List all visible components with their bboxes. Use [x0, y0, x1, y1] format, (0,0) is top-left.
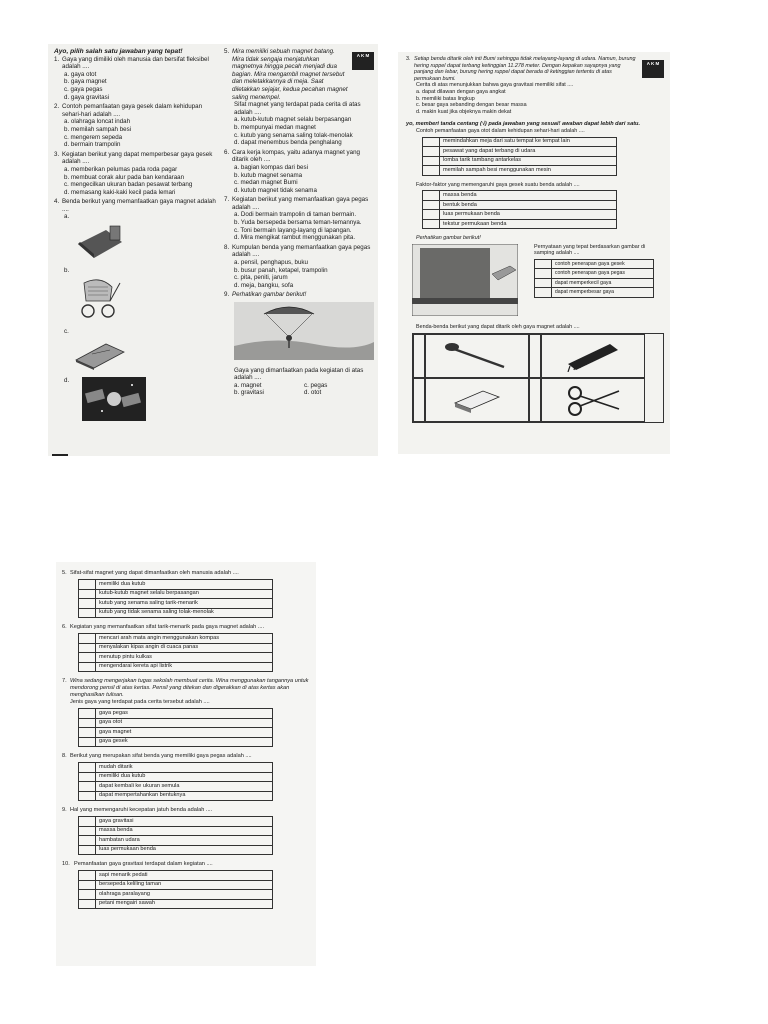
answer-checkbox[interactable] — [79, 599, 96, 609]
q8-option-c[interactable]: c. pita, peniti, jarum — [234, 274, 288, 282]
question-7-text: Kegiatan berikut yang memanfaatkan gaya pegas adalah .... — [232, 196, 369, 211]
answer-checkbox[interactable] — [79, 709, 96, 719]
p2-table-1 — [422, 137, 617, 176]
table-row — [79, 737, 273, 747]
p3-table-7 — [78, 708, 273, 747]
question-p3-6-text: Kegiatan yang memanfaatkan sifat tarik-menarik pada gaya magnet adalah .... — [70, 624, 265, 630]
eraser-image — [425, 378, 529, 422]
q3-option-a[interactable]: a. memberikan pelumas pada roda pagar — [64, 165, 178, 173]
q5-option-b[interactable]: b. mempunyai medan magnet — [234, 123, 316, 131]
akm-badge-2: A K M — [642, 60, 664, 78]
table-row — [79, 589, 273, 599]
row-text: hambatan udara — [96, 836, 273, 846]
row-text: tekstur permukaan benda — [440, 219, 617, 229]
question-p3-6: 6. Kegiatan yang memanfaatkan sifat tarik-menarik pada gaya magnet adalah .... — [62, 624, 265, 630]
answer-checkbox[interactable] — [535, 269, 552, 279]
q9-option-b[interactable]: b. gravitasi — [234, 389, 264, 397]
question-2: 2. Contoh pemanfaatan gaya gesek dalam kehidupan sehari-hari adalah .... — [54, 103, 222, 118]
p2-table-3-question: Pernyataan yang tepat berdasarkan gambar di samping adalah .... — [534, 243, 646, 257]
question-p3-8: 8. Berikut yang merupakan sifat benda yang memiliki gaya pegas adalah .... — [62, 753, 252, 759]
q9-option-d[interactable]: d. otot — [304, 389, 322, 397]
akm-badge: A K M — [352, 52, 374, 70]
p2-table-3 — [534, 259, 654, 298]
answer-checkbox[interactable] — [423, 166, 440, 176]
q7-option-d[interactable]: d. Mira mengikat rambut menggunakan pita. — [234, 234, 356, 242]
nail-image — [425, 334, 529, 378]
q6-option-b[interactable]: b. kutub magnet senama — [234, 171, 303, 179]
table-row — [79, 728, 273, 738]
page3-column — [62, 570, 312, 915]
q3-option-c[interactable]: c. mengecilkan ukuran badan pesawat terbang — [64, 181, 193, 189]
row-text: sapi menarik pedati — [96, 871, 273, 881]
answer-checkbox[interactable] — [79, 817, 96, 827]
row-text: kutub yang senama saling tarik-menarik — [96, 599, 273, 609]
checkbox-instruction: yo, memberi tanda centang (√) pada jawaban yang sesuai! awaban dapat lebih dari satu. — [406, 121, 641, 128]
q6-option-a[interactable]: a. bagian kompas dari besi — [234, 163, 308, 171]
answer-checkbox[interactable] — [79, 836, 96, 846]
question-4: 4. Benda berikut yang memanfaatkan gaya magnet adalah .... — [54, 198, 222, 213]
row-text: memilah sampah besi menggunakan mesin — [440, 166, 617, 176]
table-row — [79, 608, 273, 618]
p2-magnet-objects-grid — [412, 333, 664, 423]
table-row — [423, 137, 617, 147]
row-text: luas permukaan benda — [96, 845, 273, 855]
q3-option-d[interactable]: d. memasang kaki-kaki kecil pada lemari — [64, 188, 176, 196]
q5-option-c[interactable]: c. kutub yang senama saling tolak-menolak — [234, 131, 353, 139]
table-row — [79, 880, 273, 890]
row-text: massa benda — [440, 191, 617, 201]
q2-option-d[interactable]: d. bermain trampolin — [64, 141, 121, 149]
q8-option-b[interactable]: b. busur panah, ketapel, trampolin — [234, 266, 328, 274]
row-text: contoh penerapan gaya gesek — [551, 259, 653, 269]
worksheet-page-3 — [56, 562, 316, 966]
question-p3-7: 7. Wina sedang mengerjakan tugas sekolah membuat cerita. Wina menggunakan tangannya untuk mendorong pensil di atas kertas. Pensil yang ditekan dan digerakkan di atas kertas akan menghasilkan tulisan. — [62, 678, 312, 699]
row-text: mengendarai kereta api listrik — [96, 662, 273, 672]
question-5-story: Mira memiliki sebuah magnet batang. Mira tidak sengaja menjatuhkan magnetnya hingga pecah menjadi dua bagian. Mira mengambil magnet tersebut dan meletakkannya di meja. Saat diletakkan sejajar, kedua pecahan magnet saling menempel. — [232, 48, 348, 101]
question-p3-5: 5. Sifat-sifat magnet yang dapat dimanfaatkan oleh manusia adalah .... — [62, 570, 239, 576]
magnetic-wallet-image — [70, 224, 222, 263]
answer-checkbox[interactable] — [529, 334, 541, 378]
p2q3-option-c[interactable]: c. besar gaya sebanding dengan besar massa — [416, 102, 527, 109]
answer-checkbox[interactable] — [79, 871, 96, 881]
table-row — [79, 899, 273, 909]
table-row — [423, 210, 617, 220]
p2-table-3-block — [534, 244, 654, 319]
answer-checkbox[interactable] — [79, 880, 96, 890]
answer-checkbox[interactable] — [535, 278, 552, 288]
question-p2-3-story: Setiap benda ditarik oleh inti Bumi sehingga tidak melayang-layang di udara. Namun, burung hering ruppel dapat terbang ketinggian 11.278 meter. Dengan kepakan sayapnya yang panjang dan lebar, burung hering ruppel dapat berada di ketinggian tertentu di atas permukaan bumi. — [414, 56, 636, 82]
question-1-text: Gaya yang dimiliki oleh manusia dan bersifat fleksibel adalah .... — [62, 55, 209, 71]
p2-table-4-question: Benda-benda berikut yang dapat ditarik oleh gaya magnet adalah .... — [416, 324, 580, 331]
table-row — [79, 836, 273, 846]
answer-checkbox[interactable] — [423, 200, 440, 210]
table-row — [423, 156, 617, 166]
answer-checkbox[interactable] — [79, 782, 96, 792]
table-row — [535, 278, 654, 288]
q8-option-d[interactable]: d. meja, bangku, sofa — [234, 281, 294, 289]
scissors-image — [541, 378, 645, 422]
p3-table-8 — [78, 762, 273, 801]
answer-checkbox[interactable] — [79, 826, 96, 836]
row-text: memindahkan meja dari satu tempat ke tempat lain — [440, 137, 617, 147]
row-text: mudah ditarik — [96, 763, 273, 773]
row-text: pesawat yang dapat terbang di udara — [440, 147, 617, 157]
question-p3-5-text: Sifat-sifat magnet yang dapat dimanfaatkan oleh manusia adalah .... — [70, 570, 239, 576]
answer-checkbox[interactable] — [79, 728, 96, 738]
table-row — [79, 709, 273, 719]
question-3: 3. Kegiatan berikut yang dapat memperbesar gaya gesek adalah .... — [54, 151, 222, 166]
p3-table-9 — [78, 816, 273, 855]
satellite-image — [82, 377, 222, 424]
q4-option-a-label[interactable]: a. — [64, 213, 70, 221]
q7-option-a[interactable]: a. Dodi bermain trampolin di taman bermain. — [234, 211, 357, 219]
p3-table-6 — [78, 633, 273, 672]
q9-options — [224, 382, 374, 397]
question-p3-7-text: Jenis gaya yang terdapat pada cerita tersebut adalah .... — [70, 699, 210, 705]
table-row — [79, 845, 273, 855]
table-row — [423, 219, 617, 229]
question-9-text: Perhatikan gambar berikut! — [232, 291, 307, 299]
question-p3-9-text: Hal yang memengaruhi kecepatan jatuh benda adalah .... — [70, 807, 213, 813]
answer-checkbox[interactable] — [79, 643, 96, 653]
row-text: bersepeda keliling taman — [96, 880, 273, 890]
page1-right-column — [224, 48, 374, 397]
question-9-question: Gaya yang dimanfaatkan pada kegiatan di atas adalah .... — [234, 366, 364, 382]
row-text: olahraga paralayang — [96, 890, 273, 900]
table-row — [79, 653, 273, 663]
table-row — [535, 288, 654, 298]
p3-table-10 — [78, 870, 273, 909]
q9-option-c[interactable]: c. pegas — [304, 381, 328, 389]
table-row — [79, 817, 273, 827]
row-text: bentuk benda — [440, 200, 617, 210]
row-text: gaya magnet — [96, 728, 273, 738]
row-text: kutub-kutub magnet selalu berpasangan — [96, 589, 273, 599]
answer-checkbox[interactable] — [79, 718, 96, 728]
table-row — [423, 200, 617, 210]
question-7: 7. Kegiatan berikut yang memanfaatkan gaya pegas adalah .... — [224, 196, 374, 211]
question-3-text: Kegiatan berikut yang dapat memperbesar gaya gesek adalah .... — [62, 150, 213, 166]
answer-checkbox[interactable] — [79, 589, 96, 599]
row-text: dapat mempertahankan bentuknya — [96, 791, 273, 801]
row-text: massa benda — [96, 826, 273, 836]
table-row — [79, 634, 273, 644]
row-text: gaya gesek — [96, 737, 273, 747]
row-text: gaya otot — [96, 718, 273, 728]
answer-checkbox[interactable] — [423, 210, 440, 220]
question-p3-10-text: Pemanfaatan gaya gravitasi terdapat dalam kegiatan .... — [74, 861, 213, 867]
p2q3-option-b[interactable]: b. memiliki batas lingkup — [416, 95, 475, 102]
q4-option-b-label[interactable]: b. — [64, 266, 70, 274]
pushing-cabinet-image — [412, 244, 518, 319]
q4-option-c-label[interactable]: c. — [64, 327, 69, 335]
question-p3-9: 9. Hal yang memengaruhi kecepatan jatuh benda adalah .... — [62, 807, 213, 813]
answer-checkbox[interactable] — [79, 634, 96, 644]
q4-option-d-label[interactable]: d. — [64, 377, 70, 385]
row-text: kutub yang tidak senama saling tolak-menolak — [96, 608, 273, 618]
table-row — [79, 826, 273, 836]
row-text: lomba tarik tambang antarkelas — [440, 156, 617, 166]
p3-table-5 — [78, 579, 273, 618]
table-row — [79, 580, 273, 590]
question-2-text: Contoh pemanfaatan gaya gesek dalam kehidupan sehari-hari adalah .... — [62, 103, 203, 118]
table-row — [79, 662, 273, 672]
paragliding-image — [234, 302, 374, 363]
question-1: 1. Gaya yang dimiliki oleh manusia dan bersifat fleksibel adalah .... — [54, 56, 222, 71]
answer-checkbox[interactable] — [423, 156, 440, 166]
row-text: menutup pintu kulkas — [96, 653, 273, 663]
q7-option-b[interactable]: b. Yuda bersepeda bersama teman-temannya. — [234, 219, 362, 227]
answer-checkbox[interactable] — [529, 378, 541, 422]
answer-checkbox[interactable] — [535, 259, 552, 269]
q6-option-d[interactable]: d. kutub magnet tidak senama — [234, 186, 317, 194]
table-row — [79, 763, 273, 773]
baby-stroller-image — [70, 277, 222, 324]
row-text: menyalakan kipas angin di cuaca panas — [96, 643, 273, 653]
question-p3-7-story: Wina sedang mengerjakan tugas sekolah membuat cerita. Wina menggunakan tangannya untuk mendorong pensil di atas kertas. Pensil yang ditekan dan digerakkan di atas kertas akan menghasilkan tulisan. — [70, 678, 309, 698]
q9-option-a[interactable]: a. magnet — [234, 381, 262, 389]
question-p2-3: 3. Setiap benda ditarik oleh inti Bumi sehingga tidak melayang-layang di udara. Namun, burung hering ruppel dapat terbang ketinggian 11.278 meter. Dengan kepakan sayapnya yang panjang dan lebar, burung hering ruppel dapat berada di ketinggian tertentu di atas permukaan bumi. — [406, 56, 664, 82]
answer-checkbox[interactable] — [79, 845, 96, 855]
q5-option-d[interactable]: d. dapat menembus benda penghalang — [234, 139, 342, 147]
page1-left-column — [54, 48, 222, 427]
table-row — [423, 166, 617, 176]
answer-checkbox[interactable] — [79, 662, 96, 672]
question-p3-10: 10. Pemanfaatan gaya gravitasi terdapat dalam kegiatan .... — [62, 861, 213, 867]
answer-checkbox[interactable] — [79, 772, 96, 782]
row-text: dapat memperbesar gaya — [551, 288, 653, 298]
answer-checkbox[interactable] — [423, 219, 440, 229]
row-text: dapat kembali ke ukuran semula — [96, 782, 273, 792]
answer-checkbox[interactable] — [535, 288, 552, 298]
q6-option-c[interactable]: c. medan magnet Bumi — [234, 179, 298, 187]
answer-checkbox[interactable] — [79, 737, 96, 747]
row-text: contoh penerapan gaya pegas — [551, 269, 653, 279]
q8-option-a[interactable]: a. pensil, penghapus, buku — [234, 259, 308, 267]
p2-table-2-question: Faktor-faktor yang memengaruhi gaya gesek suatu benda adalah .... — [416, 181, 580, 188]
answer-checkbox[interactable] — [413, 334, 425, 378]
question-9: 9. Perhatikan gambar berikut! — [224, 291, 307, 299]
worksheet-page-1 — [48, 44, 378, 456]
p2q3-option-a[interactable]: a. dapat dilawan dengan gaya angkat — [416, 88, 506, 95]
page2-column — [406, 56, 664, 423]
question-5-text: Sifat magnet yang terdapat pada cerita di atas adalah .... — [234, 101, 361, 116]
table-row — [79, 599, 273, 609]
p2-figure-row — [406, 244, 664, 319]
q1-option-d[interactable]: d. gaya gravitasi — [64, 93, 110, 101]
q5-option-a[interactable]: a. kutub-kutub magnet selalu berpasangan — [234, 116, 352, 124]
table-row — [423, 147, 617, 157]
q2-option-a[interactable]: a. olahraga loncat indah — [64, 118, 131, 126]
row-text: memiliki dua kutub — [96, 580, 273, 590]
question-8-text: Kumpulan benda yang memanfaatkan gaya pegas adalah .... — [232, 243, 371, 259]
answer-checkbox[interactable] — [423, 137, 440, 147]
row-text: mencari arah mata angin menggunakan kompas — [96, 634, 273, 644]
p2-table-2 — [422, 190, 617, 229]
row-text: dapat memperkecil gaya — [551, 278, 653, 288]
page-edge-mark — [52, 454, 68, 456]
row-text: gaya pegas — [96, 709, 273, 719]
table-row — [535, 269, 654, 279]
answer-checkbox[interactable] — [413, 378, 425, 422]
answer-checkbox[interactable] — [79, 653, 96, 663]
answer-checkbox[interactable] — [79, 890, 96, 900]
table-row — [79, 871, 273, 881]
question-6-text: Cara kerja kompas, yaitu adanya magnet yang ditarik oleh .... — [232, 148, 360, 164]
answer-checkbox[interactable] — [423, 191, 440, 201]
table-row — [423, 191, 617, 201]
answer-checkbox[interactable] — [79, 763, 96, 773]
question-5: 5. Mira memiliki sebuah magnet batang. Mira tidak sengaja menjatuhkan magnetnya hingga pecah menjadi dua bagian. Mira mengambil magnet tersebut dan meletakkannya di meja. Saat diletakkan sejajar, kedua pecahan magnet saling menempel. — [224, 48, 348, 101]
q7-option-c[interactable]: c. Toni bermain layang-layang di lapangan. — [234, 226, 352, 234]
table-row — [79, 643, 273, 653]
row-text: luas permukaan benda — [440, 210, 617, 220]
answer-checkbox[interactable] — [79, 608, 96, 618]
question-8: 8. Kumpulan benda yang memanfaatkan gaya pegas adalah .... — [224, 244, 374, 259]
question-6: 6. Cara kerja kompas, yaitu adanya magnet yang ditarik oleh .... — [224, 149, 374, 164]
p2q3-option-d[interactable]: d. makin kuat jika objeknya makin dekat — [416, 108, 512, 115]
question-p3-8-text: Berikut yang merupakan sifat benda yang memiliki gaya pegas adalah .... — [70, 753, 252, 759]
worksheet-page-2 — [398, 52, 670, 454]
table-row — [79, 791, 273, 801]
table-row — [79, 890, 273, 900]
table-row — [535, 259, 654, 269]
p2-figure-instruction: Perhatikan gambar berikut! — [416, 235, 481, 242]
question-p2-3-text: Cerita di atas menunjukkan bahwa gaya gravitasi memiliki sifat .... — [416, 82, 574, 89]
q1-option-a[interactable]: a. gaya otot — [64, 70, 97, 78]
question-4-text: Benda berikut yang memanfaatkan gaya magnet adalah .... — [62, 198, 216, 213]
table-row — [79, 782, 273, 792]
notebook-image — [70, 338, 222, 373]
q3-option-b[interactable]: b. membuat corak alur pada ban kendaraan — [64, 173, 185, 181]
table-row — [79, 718, 273, 728]
row-text: petani mengairi sawah — [96, 899, 273, 909]
q1-option-b[interactable]: b. gaya magnet — [64, 78, 107, 86]
row-text: memiliki dua kutub — [96, 772, 273, 782]
answer-checkbox[interactable] — [423, 147, 440, 157]
answer-checkbox[interactable] — [79, 791, 96, 801]
answer-checkbox[interactable] — [79, 580, 96, 590]
p2-table-1-question: Contoh pemanfaatan gaya otot dalam kehidupan sehari-hari adalah .... — [416, 127, 585, 134]
q1-option-c[interactable]: c. gaya pegas — [64, 85, 103, 93]
instruction-heading: Ayo, pilih salah satu jawaban yang tepat! — [54, 48, 183, 55]
comb-image — [541, 334, 645, 378]
table-row — [79, 772, 273, 782]
row-text: gaya gravitasi — [96, 817, 273, 827]
q2-option-b[interactable]: b. memilah sampah besi — [64, 125, 132, 133]
q2-option-c[interactable]: c. mengerem sepeda — [64, 133, 123, 141]
answer-checkbox[interactable] — [79, 899, 96, 909]
